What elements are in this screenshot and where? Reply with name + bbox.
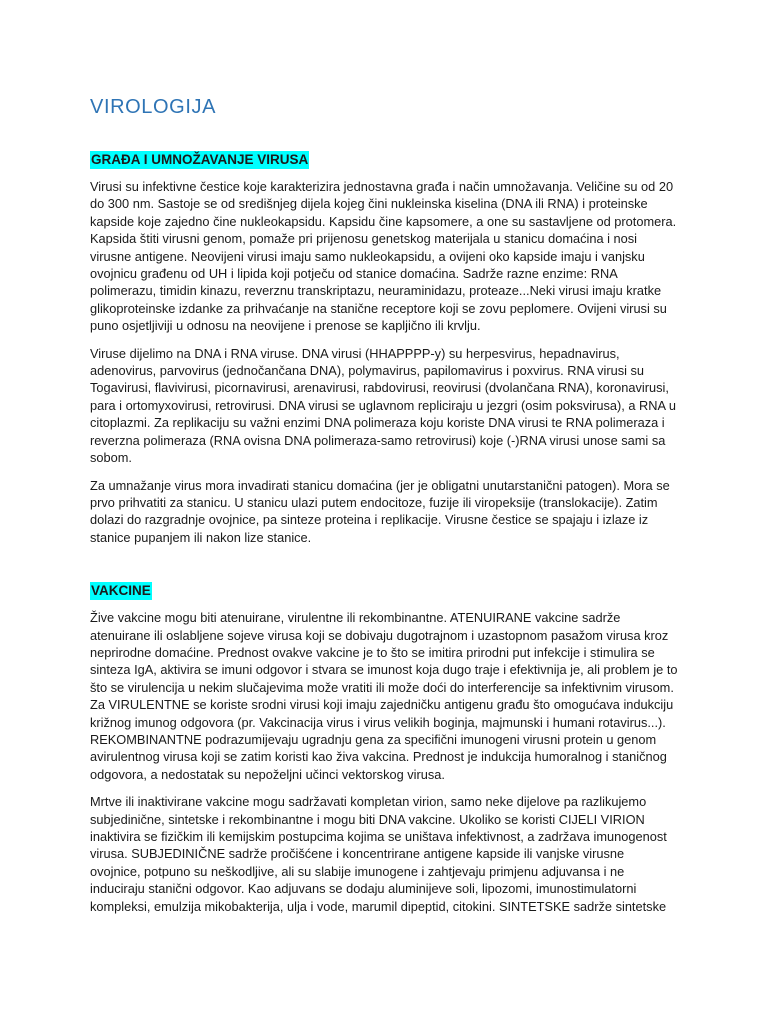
section-structure-replication: [90, 151, 678, 546]
spacer: [90, 556, 678, 582]
section-heading: GRAĐA I UMNOŽAVANJE VIRUSA: [91, 152, 309, 167]
paragraph: Mrtve ili inaktivirane vakcine mogu sadržavati kompletan virion, samo neke dijelove pa razlikujemo subjedinične, sintetske i rekombinantne i mogu biti DNA vakcine. Ukoliko se koristi CIJELI VIRION inaktivira se fizičkim ili kemijskim postupcima kojima se uništava infektivnost, a zadržava imunogenost virusa. SUBJEDINIČNE sadrže pročišćene i koncentrirane antigene kapside ili vanjske virusne ovojnice, potpuno su neškodljive, ali su slabije imunogene i zahtjevaju primjenu adjuvansa i ne induciraju stanični odgovor. Kao adjuvans se dodaju aluminijeve soli, lipozomi, imunostimulatorni kompleksi, emulzija mikobakterija, ulja i vode, marumil dipeptid, citokini. SINTETSKE sadrže sintetske: [90, 794, 667, 914]
section-vaccines: [90, 582, 678, 915]
paragraph: Žive vakcine mogu biti atenuirane, virulentne ili rekombinantne. ATENUIRANE vakcine sadrže atenuirane ili oslabljene sojeve virusa koji se dobivaju dugotrajnom i uzastopnom pasažom virusa kroz neprirodne domaćine. Prednost ovakve vakcine je to što se imitira prirodni put infekcije i stimulira se sinteza IgA, aktivira se imuni odgovor i stvara se imunost koja dugo traje i efektivnija je, ali problem je to što se virulencija u nekim slučajevima može vratiti ili može doći do interferencije sa infektivnim virusom. Za VIRULENTNE se koriste srodni virusi koji imaju zajedničku antigenu građu što omogućava indukciju križnog imunog odgovora (pr. Vakcinacija virus i virus velikih boginja, majmunski i humani rotavirus...). REKOMBINANTNE podrazumijevaju ugradnju gena za specifični imunogeni virusni protein u genom avirulentnog virusa koji se zatim koristi kao živa vakcina. Prednost je indukcija humoralnog i staničnog odgovora, a nedostatak su nepoželjni učinci vektorskog virusa.: [90, 610, 678, 782]
document-title: VIROLOGIJA: [90, 96, 217, 118]
paragraph: Virusi su infektivne čestice koje karakterizira jednostavna građa i način umnožavanja. Veličine su od 20 do 300 nm. Sastoje se od središnjeg dijela kojeg čini nukleinska kiselina (DNA ili RNA) i proteinske kapside koje zajedno čine nukleokapsidu. Kapsidu čine kapsomere, a one su sastavljene od protomera. Kapsida štiti virusni genom, pomaže pri prijenosu genetskog materijala u stanicu domaćina i nosi virusne antigene. Neovijeni virusi imaju samo nukleokapsidu, a ovijeni oko kapside imaju i vanjsku ovojnicu građenu od UH i lipida koji potječu od stanice domaćina. Sadrže razne enzime: RNA polimerazu, timidin kinazu, reverznu transkriptazu, neuraminidazu, proteaze...Neki virusi imaju kratke glikoproteinske izdanke za prihvaćanje na stanične receptore koji se zovu peplomere. Ovijeni virusi su puno osjetljiviji u odnosu na neovijene i prenose se kapljično ili krvlju.: [90, 179, 677, 334]
paragraph: Viruse dijelimo na DNA i RNA viruse. DNA virusi (HHAPPPP-y) su herpesvirus, hepadnavirus, adenovirus, parvovirus (jednočančana DNA), polymavirus, papilomavirus i poxvirus. RNA virusi su Togavirusi, flavivirusi, picornavirusi, arenavirusi, rabdovirusi, reovirusi (dvolančana RNA), koronavirusi, para i ortomyxovirusi, retrovirusi. DNA virusi se uglavnom repliciraju u jezgri (osim poksvirusa), a RNA u citoplazmi. Za replikaciju su važni enzimi DNA polimeraza koju koriste DNA virusi te RNA polimeraza i reverzna polimeraza (RNA ovisna DNA polimeraza-samo retrovirusi) koje (-)RNA virusi unose sami sa sobom.: [90, 345, 677, 466]
paragraph: Za umnažanje virus mora invadirati stanicu domaćina (jer je obligatni unutarstanični patogen). Mora se prvo prihvatiti za stanicu. U stanicu ulazi putem endocitoze, fuzije ili viropeksije (translokacije). Zatim dolazi do razgradnje ovojnice, pa sinteze proteina i replikacije. Virusne čestice se spajaju i izlaze iz stanice pupanjem ili nakon lize stanice.: [90, 477, 670, 545]
section-heading: VAKCINE: [91, 583, 151, 599]
